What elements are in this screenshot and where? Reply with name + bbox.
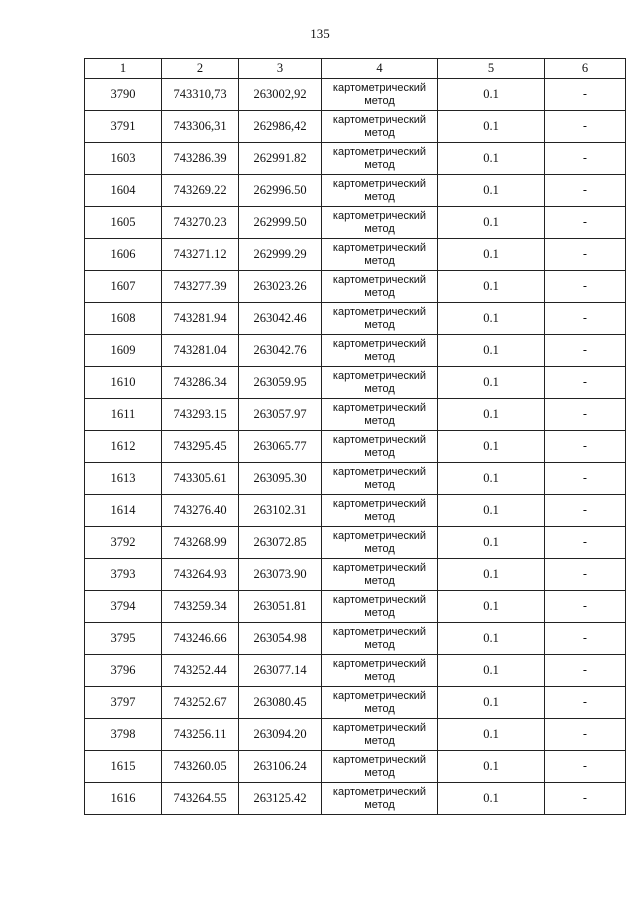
table-row: [85, 399, 626, 431]
note-cell: -: [545, 111, 626, 143]
method-cell: [322, 79, 438, 111]
point-number-cell: 1605: [85, 207, 162, 239]
y-coordinate-cell: 263072.85: [239, 527, 322, 559]
point-number-cell: 1609: [85, 335, 162, 367]
y-coordinate-cell: 263042.46: [239, 303, 322, 335]
note-cell: -: [545, 367, 626, 399]
x-coordinate-cell: 743271.12: [162, 239, 239, 271]
table-row: [85, 303, 626, 335]
table-row: [85, 335, 626, 367]
x-coordinate-cell: 743264.55: [162, 783, 239, 815]
method-line: картометрический: [332, 305, 427, 318]
point-number-cell: 3794: [85, 591, 162, 623]
table-row: [85, 111, 626, 143]
point-number-cell: 1603: [85, 143, 162, 175]
accuracy-cell: 0.1: [438, 463, 545, 495]
note-cell: -: [545, 79, 626, 111]
table-row: [85, 207, 626, 239]
point-number-cell: 1616: [85, 783, 162, 815]
method-line: метод: [364, 670, 395, 683]
y-coordinate-cell: 263054.98: [239, 623, 322, 655]
y-coordinate-cell: 263077.14: [239, 655, 322, 687]
accuracy-cell: 0.1: [438, 431, 545, 463]
accuracy-cell: 0.1: [438, 239, 545, 271]
table-row: [85, 527, 626, 559]
method-line: метод: [364, 414, 395, 427]
method-line: картометрический: [332, 401, 427, 414]
note-cell: -: [545, 495, 626, 527]
accuracy-cell: 0.1: [438, 719, 545, 751]
method-line: метод: [364, 702, 395, 715]
method-cell: [322, 399, 438, 431]
accuracy-cell: 0.1: [438, 399, 545, 431]
method-cell: [322, 783, 438, 815]
accuracy-cell: 0.1: [438, 79, 545, 111]
y-coordinate-cell: 263080.45: [239, 687, 322, 719]
method-cell: [322, 751, 438, 783]
table-row: [85, 271, 626, 303]
x-coordinate-cell: 743260.05: [162, 751, 239, 783]
header-cell: 1: [85, 59, 162, 79]
method-line: картометрический: [332, 369, 427, 382]
note-cell: -: [545, 559, 626, 591]
header-cell: 4: [322, 59, 438, 79]
accuracy-cell: 0.1: [438, 367, 545, 399]
y-coordinate-cell: 262991.82: [239, 143, 322, 175]
method-line: метод: [364, 254, 395, 267]
y-coordinate-cell: 263051.81: [239, 591, 322, 623]
note-cell: -: [545, 175, 626, 207]
header-cell: 3: [239, 59, 322, 79]
header-cell: 5: [438, 59, 545, 79]
table-row: [85, 367, 626, 399]
accuracy-cell: 0.1: [438, 335, 545, 367]
method-line: метод: [364, 222, 395, 235]
y-coordinate-cell: 263125.42: [239, 783, 322, 815]
method-cell: [322, 655, 438, 687]
method-line: метод: [364, 286, 395, 299]
method-cell: [322, 367, 438, 399]
table-row: [85, 79, 626, 111]
method-line: картометрический: [332, 273, 427, 286]
method-line: метод: [364, 350, 395, 363]
x-coordinate-cell: 743306,31: [162, 111, 239, 143]
x-coordinate-cell: 743281.04: [162, 335, 239, 367]
method-line: метод: [364, 638, 395, 651]
point-number-cell: 1604: [85, 175, 162, 207]
note-cell: -: [545, 591, 626, 623]
note-cell: -: [545, 719, 626, 751]
y-coordinate-cell: 262999.29: [239, 239, 322, 271]
method-line: картометрический: [332, 625, 427, 638]
page-number: 135: [310, 26, 330, 41]
header-cell: 2: [162, 59, 239, 79]
method-line: метод: [364, 606, 395, 619]
table-row: [85, 463, 626, 495]
accuracy-cell: 0.1: [438, 687, 545, 719]
header-cell: 6: [545, 59, 626, 79]
method-line: метод: [364, 478, 395, 491]
method-cell: [322, 463, 438, 495]
accuracy-cell: 0.1: [438, 527, 545, 559]
table-row: [85, 751, 626, 783]
accuracy-cell: 0.1: [438, 559, 545, 591]
table-row: [85, 719, 626, 751]
table-row: [85, 591, 626, 623]
note-cell: -: [545, 303, 626, 335]
y-coordinate-cell: 263094.20: [239, 719, 322, 751]
method-line: картометрический: [332, 529, 427, 542]
table-row: [85, 623, 626, 655]
x-coordinate-cell: 743305.61: [162, 463, 239, 495]
method-cell: [322, 111, 438, 143]
method-line: метод: [364, 126, 395, 139]
table-row: [85, 143, 626, 175]
x-coordinate-cell: 743269.22: [162, 175, 239, 207]
note-cell: -: [545, 655, 626, 687]
note-cell: -: [545, 271, 626, 303]
y-coordinate-cell: 263042.76: [239, 335, 322, 367]
y-coordinate-cell: 263023.26: [239, 271, 322, 303]
method-line: картометрический: [332, 657, 427, 670]
note-cell: -: [545, 335, 626, 367]
note-cell: -: [545, 527, 626, 559]
x-coordinate-cell: 743246.66: [162, 623, 239, 655]
method-cell: [322, 527, 438, 559]
method-cell: [322, 431, 438, 463]
method-line: метод: [364, 94, 395, 107]
method-cell: [322, 687, 438, 719]
method-line: метод: [364, 798, 395, 811]
method-cell: [322, 591, 438, 623]
note-cell: -: [545, 463, 626, 495]
method-line: картометрический: [332, 209, 427, 222]
x-coordinate-cell: 743252.67: [162, 687, 239, 719]
table-row: [85, 687, 626, 719]
table-row: [85, 783, 626, 815]
coordinates-table: [84, 58, 626, 815]
note-cell: -: [545, 239, 626, 271]
method-cell: [322, 207, 438, 239]
point-number-cell: 3792: [85, 527, 162, 559]
method-cell: [322, 719, 438, 751]
accuracy-cell: 0.1: [438, 175, 545, 207]
x-coordinate-cell: 743259.34: [162, 591, 239, 623]
method-line: картометрический: [332, 177, 427, 190]
table-row: [85, 175, 626, 207]
note-cell: -: [545, 431, 626, 463]
method-line: метод: [364, 190, 395, 203]
method-line: картометрический: [332, 721, 427, 734]
note-cell: -: [545, 751, 626, 783]
method-line: картометрический: [332, 753, 427, 766]
method-cell: [322, 335, 438, 367]
x-coordinate-cell: 743310,73: [162, 79, 239, 111]
method-cell: [322, 495, 438, 527]
accuracy-cell: 0.1: [438, 111, 545, 143]
method-cell: [322, 623, 438, 655]
note-cell: -: [545, 399, 626, 431]
method-line: метод: [364, 734, 395, 747]
method-line: метод: [364, 446, 395, 459]
method-line: картометрический: [332, 785, 427, 798]
y-coordinate-cell: 263102.31: [239, 495, 322, 527]
method-line: метод: [364, 542, 395, 555]
y-coordinate-cell: 262986,42: [239, 111, 322, 143]
method-cell: [322, 303, 438, 335]
accuracy-cell: 0.1: [438, 303, 545, 335]
accuracy-cell: 0.1: [438, 271, 545, 303]
accuracy-cell: 0.1: [438, 207, 545, 239]
y-coordinate-cell: 262999.50: [239, 207, 322, 239]
method-line: метод: [364, 766, 395, 779]
point-number-cell: 1612: [85, 431, 162, 463]
accuracy-cell: 0.1: [438, 655, 545, 687]
x-coordinate-cell: 743293.15: [162, 399, 239, 431]
method-line: картометрический: [332, 81, 427, 94]
x-coordinate-cell: 743252.44: [162, 655, 239, 687]
method-line: метод: [364, 574, 395, 587]
point-number-cell: 3795: [85, 623, 162, 655]
method-line: метод: [364, 382, 395, 395]
method-line: картометрический: [332, 561, 427, 574]
table-row: [85, 559, 626, 591]
method-line: картометрический: [332, 337, 427, 350]
y-coordinate-cell: 263057.97: [239, 399, 322, 431]
point-number-cell: 1611: [85, 399, 162, 431]
table-row: [85, 495, 626, 527]
method-line: метод: [364, 318, 395, 331]
x-coordinate-cell: 743277.39: [162, 271, 239, 303]
x-coordinate-cell: 743264.93: [162, 559, 239, 591]
method-cell: [322, 559, 438, 591]
point-number-cell: 1610: [85, 367, 162, 399]
x-coordinate-cell: 743286.39: [162, 143, 239, 175]
x-coordinate-cell: 743268.99: [162, 527, 239, 559]
note-cell: -: [545, 143, 626, 175]
y-coordinate-cell: 263073.90: [239, 559, 322, 591]
point-number-cell: 3790: [85, 79, 162, 111]
point-number-cell: 3796: [85, 655, 162, 687]
method-line: картометрический: [332, 433, 427, 446]
accuracy-cell: 0.1: [438, 591, 545, 623]
method-line: картометрический: [332, 113, 427, 126]
method-line: метод: [364, 158, 395, 171]
x-coordinate-cell: 743276.40: [162, 495, 239, 527]
note-cell: -: [545, 687, 626, 719]
point-number-cell: 1614: [85, 495, 162, 527]
table-row: [85, 239, 626, 271]
method-line: картометрический: [332, 241, 427, 254]
y-coordinate-cell: 263065.77: [239, 431, 322, 463]
table-row: [85, 655, 626, 687]
accuracy-cell: 0.1: [438, 623, 545, 655]
point-number-cell: 3797: [85, 687, 162, 719]
method-cell: [322, 175, 438, 207]
method-line: метод: [364, 510, 395, 523]
y-coordinate-cell: 263106.24: [239, 751, 322, 783]
point-number-cell: 1606: [85, 239, 162, 271]
point-number-cell: 3793: [85, 559, 162, 591]
note-cell: -: [545, 783, 626, 815]
x-coordinate-cell: 743281.94: [162, 303, 239, 335]
accuracy-cell: 0.1: [438, 783, 545, 815]
y-coordinate-cell: 263002,92: [239, 79, 322, 111]
point-number-cell: 1608: [85, 303, 162, 335]
point-number-cell: 3791: [85, 111, 162, 143]
point-number-cell: 1615: [85, 751, 162, 783]
y-coordinate-cell: 263095.30: [239, 463, 322, 495]
point-number-cell: 1613: [85, 463, 162, 495]
y-coordinate-cell: 263059.95: [239, 367, 322, 399]
accuracy-cell: 0.1: [438, 751, 545, 783]
method-cell: [322, 239, 438, 271]
method-line: картометрический: [332, 593, 427, 606]
x-coordinate-cell: 743270.23: [162, 207, 239, 239]
x-coordinate-cell: 743256.11: [162, 719, 239, 751]
note-cell: -: [545, 207, 626, 239]
point-number-cell: 1607: [85, 271, 162, 303]
method-cell: [322, 143, 438, 175]
method-line: картометрический: [332, 145, 427, 158]
x-coordinate-cell: 743286.34: [162, 367, 239, 399]
table-row: [85, 431, 626, 463]
y-coordinate-cell: 262996.50: [239, 175, 322, 207]
method-cell: [322, 271, 438, 303]
method-line: картометрический: [332, 497, 427, 510]
method-line: картометрический: [332, 689, 427, 702]
note-cell: -: [545, 623, 626, 655]
point-number-cell: 3798: [85, 719, 162, 751]
accuracy-cell: 0.1: [438, 143, 545, 175]
accuracy-cell: 0.1: [438, 495, 545, 527]
x-coordinate-cell: 743295.45: [162, 431, 239, 463]
method-line: картометрический: [332, 465, 427, 478]
table-header-row: [85, 59, 626, 79]
